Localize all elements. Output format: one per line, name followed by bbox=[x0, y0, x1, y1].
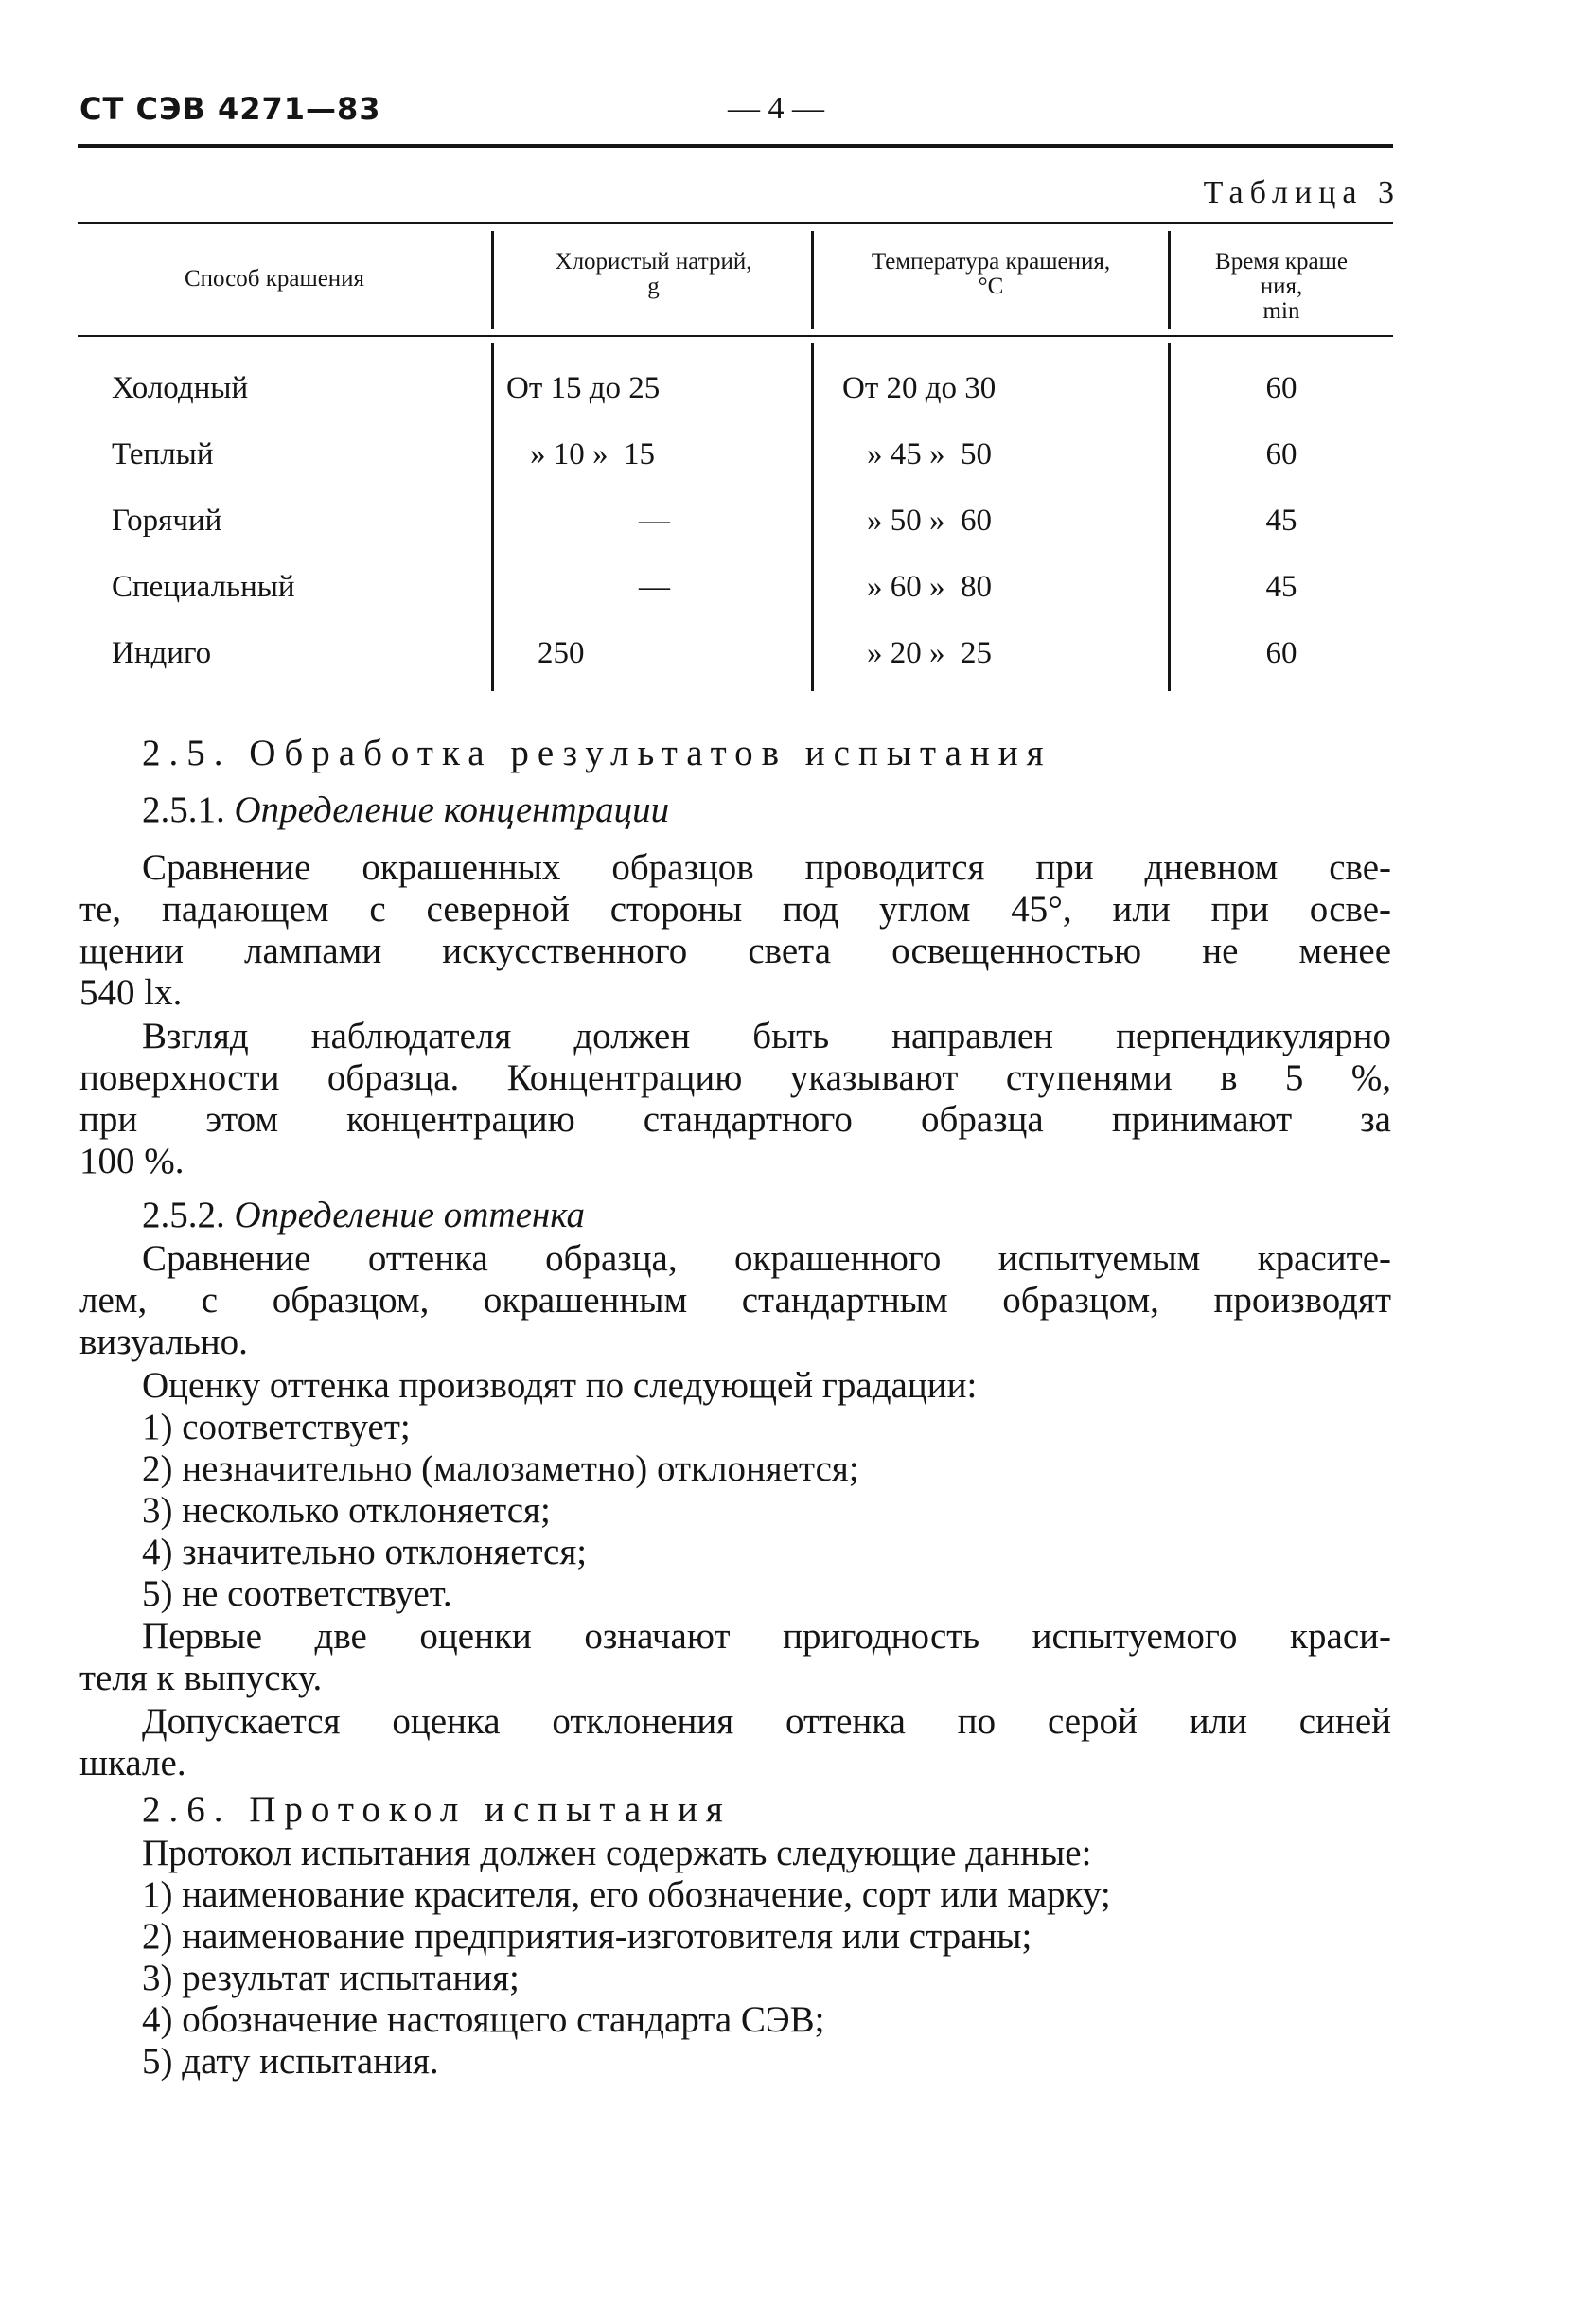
list-item: 2) наименование предприятия-изготовителя или страны; bbox=[142, 1916, 1032, 1957]
paragraph-line: при этом концентрацию стандартного образца принимают за bbox=[79, 1099, 1391, 1140]
paragraph-line: те, падающем с северной стороны под углом 45°, или при осве- bbox=[79, 889, 1391, 930]
paragraph-line: визуально. bbox=[79, 1322, 248, 1362]
document-code: СТ СЭВ 4271—83 bbox=[79, 91, 381, 127]
list-item: 4) значительно отклоняется; bbox=[142, 1532, 588, 1572]
list-item: 4) обозначение настоящего стандарта СЭВ; bbox=[142, 1999, 825, 2040]
cell-temperature: » 60 » 80 bbox=[867, 570, 992, 604]
cell-salt: » 10 » 15 bbox=[530, 437, 655, 471]
list-item: 3) несколько отклоняется; bbox=[142, 1490, 551, 1531]
table-row bbox=[0, 504, 1588, 560]
column-header-text: Время краше bbox=[1215, 249, 1348, 275]
subsection-heading-2-5-2 bbox=[142, 1195, 585, 1236]
subsection-title: Определение концентрации bbox=[234, 789, 670, 830]
column-header-unit: min bbox=[1262, 298, 1300, 324]
column-header-text: Способ крашения bbox=[184, 266, 365, 292]
table-label: Таблица 3 bbox=[1203, 175, 1401, 210]
cell-method: Индиго bbox=[112, 636, 212, 670]
table-row bbox=[0, 437, 1588, 494]
subsection-title: Определение оттенка bbox=[234, 1195, 585, 1235]
section-heading-2-5: 2.5. Обработка результатов испытания bbox=[142, 733, 1052, 773]
cell-method: Горячий bbox=[112, 504, 222, 538]
list-item: 2) незначительно (малозаметно) отклоняется; bbox=[142, 1448, 859, 1489]
paragraph-line: Первые две оценки означают пригодность испытуемого краси- bbox=[142, 1616, 1391, 1657]
paragraph-line: теля к выпуску. bbox=[79, 1658, 323, 1698]
cell-salt: 250 bbox=[538, 636, 585, 670]
column-header-method bbox=[85, 267, 464, 292]
cell-time: 45 bbox=[1265, 504, 1297, 538]
table-divider bbox=[491, 231, 494, 329]
cell-time: 60 bbox=[1265, 636, 1297, 670]
cell-temperature: От 20 до 30 bbox=[842, 371, 997, 405]
column-header-text: ния, bbox=[1260, 274, 1303, 299]
column-header-text: Хлористый натрий, bbox=[555, 249, 752, 275]
table-row bbox=[0, 371, 1588, 428]
cell-salt: — bbox=[639, 570, 670, 604]
paragraph-line: 100 %. bbox=[79, 1141, 185, 1181]
cell-temperature: » 45 » 50 bbox=[867, 437, 992, 471]
cell-salt: — bbox=[639, 504, 670, 538]
cell-temperature: » 50 » 60 bbox=[867, 504, 992, 538]
column-header-unit: g bbox=[647, 274, 660, 299]
paragraph-line: Оценку оттенка производят по следующей градации: bbox=[142, 1365, 978, 1406]
cell-time: 60 bbox=[1265, 437, 1297, 471]
table-divider bbox=[1168, 231, 1171, 329]
column-header-salt bbox=[495, 250, 812, 299]
table-top-rule bbox=[78, 222, 1393, 224]
cell-method: Теплый bbox=[112, 437, 214, 471]
table-row bbox=[0, 570, 1588, 627]
list-item: 1) соответствует; bbox=[142, 1407, 411, 1447]
paragraph-line: лем, с образцом, окрашенным стандартным образцом, производят bbox=[79, 1280, 1391, 1321]
paragraph-line: Сравнение оттенка образца, окрашенного испытуемым красите- bbox=[142, 1238, 1391, 1279]
table-header-rule bbox=[78, 335, 1393, 337]
list-item: 3) результат испытания; bbox=[142, 1958, 520, 1998]
cell-method: Специальный bbox=[112, 570, 295, 604]
cell-time: 60 bbox=[1265, 371, 1297, 405]
cell-temperature: » 20 » 25 bbox=[867, 636, 992, 670]
cell-method: Холодный bbox=[112, 371, 249, 405]
cell-time: 45 bbox=[1265, 570, 1297, 604]
cell-salt: От 15 до 25 bbox=[506, 371, 661, 405]
column-header-temperature bbox=[816, 250, 1166, 299]
paragraph-line: Протокол испытания должен содержать следующие данные: bbox=[142, 1833, 1092, 1873]
list-item: 5) дату испытания. bbox=[142, 2041, 439, 2082]
column-header-unit: °C bbox=[978, 274, 1004, 299]
paragraph-line: поверхности образца. Концентрацию указывают ступенями в 5 %, bbox=[79, 1057, 1391, 1098]
paragraph-line: шкале. bbox=[79, 1743, 186, 1783]
paragraph-line: Взгляд наблюдателя должен быть направлен перпендикулярно bbox=[142, 1016, 1391, 1056]
table-row bbox=[0, 636, 1588, 693]
subsection-heading-2-5-1 bbox=[142, 789, 669, 831]
column-header-time bbox=[1172, 250, 1391, 324]
paragraph-line: 540 lx. bbox=[79, 972, 183, 1013]
header-rule bbox=[78, 144, 1393, 148]
subsection-number: 2.5.2. bbox=[142, 1195, 225, 1235]
column-header-text: Температура крашения, bbox=[871, 249, 1111, 275]
paragraph-line: Сравнение окрашенных образцов проводится при дневном све- bbox=[142, 847, 1391, 888]
list-item: 5) не соответствует. bbox=[142, 1573, 452, 1614]
list-item: 1) наименование красителя, его обозначение, сорт или марку; bbox=[142, 1874, 1111, 1915]
paragraph-line: щении лампами искусственного света освещенностью не менее bbox=[79, 931, 1391, 971]
subsection-number: 2.5.1. bbox=[142, 789, 225, 830]
section-heading-2-6: 2.6. Протокол испытания bbox=[142, 1789, 732, 1830]
paragraph-line: Допускается оценка отклонения оттенка по серой или синей bbox=[142, 1701, 1391, 1742]
page-number: — 4 — bbox=[728, 91, 824, 126]
